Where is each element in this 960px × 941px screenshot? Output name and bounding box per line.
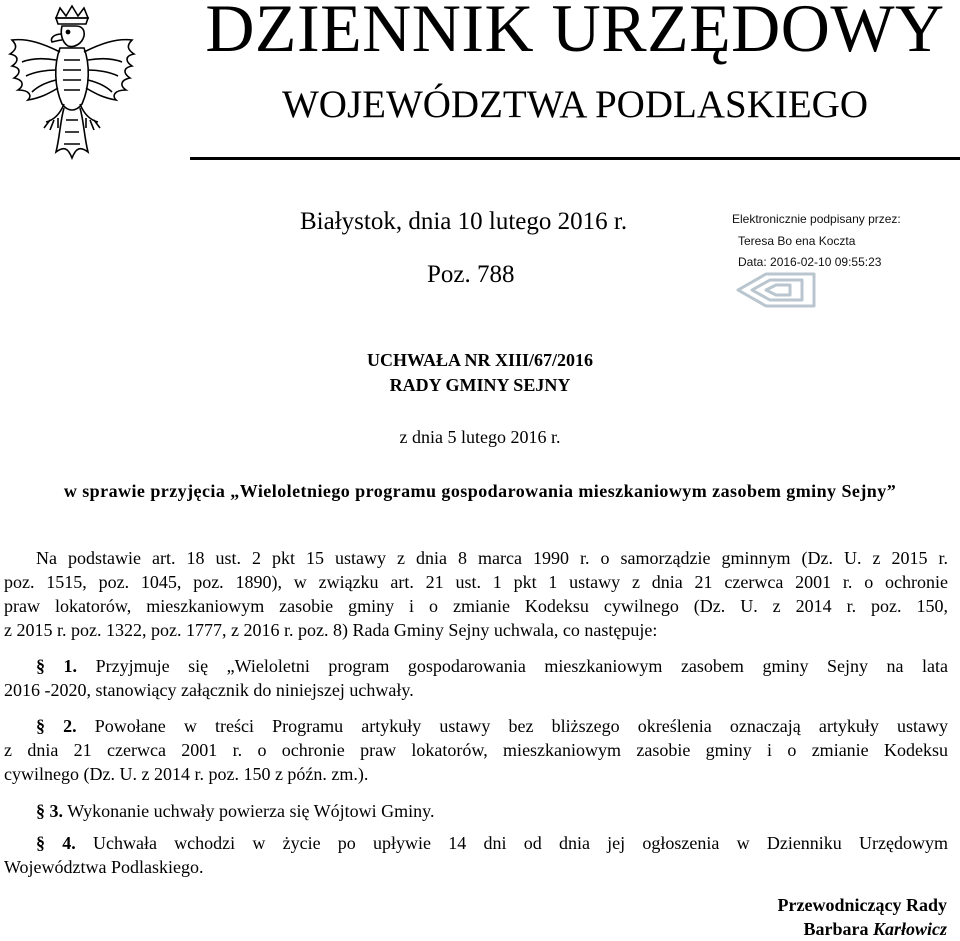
signatory-name (803, 917, 947, 941)
signatory-role: Przewodniczący Rady (777, 895, 947, 915)
signature-stamp-line: Elektronicznie podpisany przez: (732, 212, 901, 226)
section-text-line: Województwa Podlaskiego. (4, 857, 204, 877)
section-mark: § 4. (36, 833, 76, 853)
section-text-line: Wykonanie uchwały powierza się Wójtowi Gminy. (67, 801, 435, 821)
section-3 (4, 799, 948, 823)
resolution-body: RADY GMINY SEJNY (389, 375, 571, 395)
section-4 (4, 831, 948, 879)
position-number: Poz. 788 (427, 261, 515, 288)
resolution-number: UCHWAŁA NR XIII/67/2016 (366, 350, 594, 370)
signatory-last-name: Karłowicz (872, 919, 947, 939)
section-text-line: Powołane w treści Programu artykuły ustawy bez bliższego określenia oznaczają artykuły ustawy (94, 716, 949, 736)
section-text-line: z dnia 21 czerwca 2001 r. o ochronie praw lokatorów, mieszkaniowym zasobie gminy i o zmianie Kodeksu (4, 740, 948, 760)
signature-stamp-signer: Teresa Bo ena Koczta (738, 234, 856, 248)
header-divider (190, 157, 960, 160)
resolution-subject: w sprawie przyjęcia „Wieloletniego programu gospodarowania mieszkaniowym zasobem gminy Sejny” (63, 481, 897, 501)
journal-title: DZIENNIK URZĘDOWY (205, 0, 945, 66)
signatory-first-name: Barbara (803, 919, 869, 939)
eagle-emblem-icon (4, 4, 140, 164)
section-2 (4, 714, 948, 786)
section-mark: § 1. (36, 656, 78, 676)
section-text-line: cywilnego (Dz. U. z 2014 r. poz. 150 z późn. zm.). (4, 764, 369, 784)
preamble-line: z 2015 r. poz. 1322, poz. 1777, z 2016 r. poz. 8) Rada Gminy Sejny uchwala, co następuje: (4, 620, 658, 640)
signature-watermark-icon (736, 268, 816, 312)
preamble-line: Na podstawie art. 18 ust. 2 pkt 15 ustawy z dnia 8 marca 1990 r. o samorządzie gminnym (Dz. U. z 2015 r. (36, 548, 948, 568)
section-text-line: 2016 -2020, stanowiący załącznik do niniejszej uchwały. (4, 680, 414, 700)
section-text-line: Przyjmuje się „Wieloletni program gospodarowania mieszkaniowym zasobem gminy Sejny na lata (95, 656, 949, 676)
section-1 (4, 654, 948, 702)
preamble-line: poz. 1515, poz. 1045, poz. 1890), w związku art. 21 ust. 1 pkt 1 ustawy z dnia 21 czerwca 2001 r. o ochronie (4, 572, 948, 592)
signature-stamp-date: Data: 2016-02-10 09:55:23 (738, 255, 882, 269)
resolution-date: z dnia 5 lutego 2016 r. (399, 427, 561, 447)
journal-subtitle: WOJEWÓDZTWA PODLASKIEGO (281, 83, 868, 126)
preamble-line: praw lokatorów, mieszkaniowym zasobie gminy i o zmianie Kodeksu cywilnego (Dz. U. z 2014 r. poz. 150, (4, 596, 948, 616)
place-and-date: Białystok, dnia 10 lutego 2016 r. (300, 208, 628, 235)
section-mark: § 3. (36, 801, 63, 821)
electronic-signature-stamp (732, 212, 960, 312)
preamble-paragraph (4, 546, 948, 642)
section-text-line: Uchwała wchodzi w życie po upływie 14 dni od dnia jej ogłoszenia w Dzienniku Urzędowym (92, 833, 949, 853)
section-mark: § 2. (36, 716, 77, 736)
